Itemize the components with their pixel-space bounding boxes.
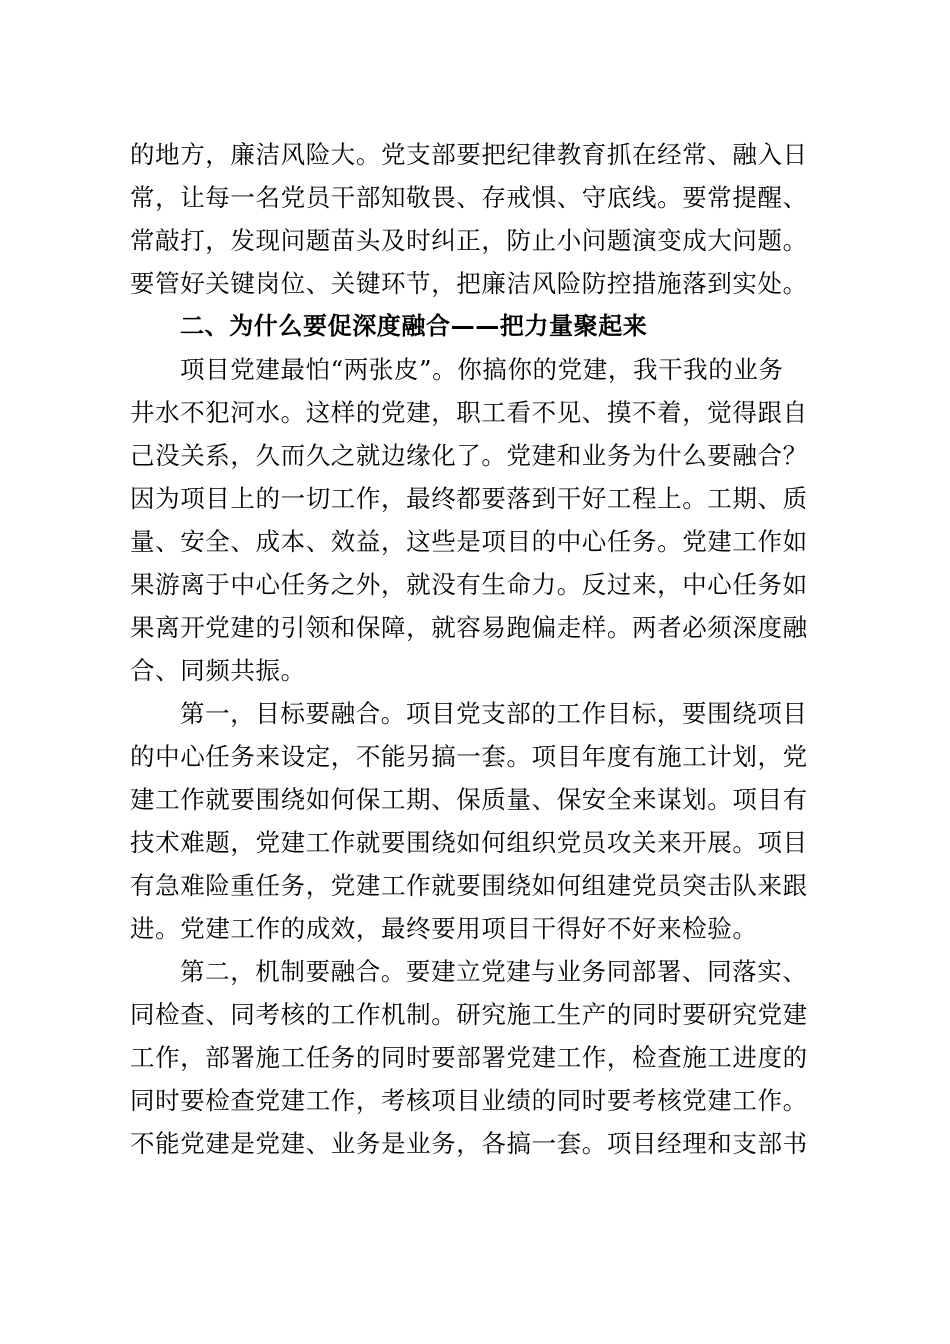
text-line: 合、同频共振。 xyxy=(130,656,306,685)
text-line: 井水不犯河水。这样的党建，职工看不见、摸不着，觉得跟自 xyxy=(130,398,808,427)
text-line: 有急难险重任务，党建工作就要围绕如何组建党员突击队来跟 xyxy=(130,871,808,900)
text-line: 常，让每一名党员干部知敬畏、存戒惧、守底线。要常提醒、 xyxy=(130,183,808,212)
text-line: 技术难题，党建工作就要围绕如何组织党员攻关来开展。项目 xyxy=(130,828,808,857)
section-heading: 二、为什么要促深度融合——把力量聚起来 xyxy=(180,312,648,340)
text-line: 工作，部署施工任务的同时要部署党建工作，检查施工进度的 xyxy=(130,1043,808,1072)
text-line: 的中心任务来设定，不能另搞一套。项目年度有施工计划，党 xyxy=(130,742,808,771)
text-line: 因为项目上的一切工作，最终都要落到干好工程上。工期、质 xyxy=(130,484,808,513)
text-line: 项目党建最怕“两张皮”。你搞你的党建，我干我的业务 xyxy=(180,355,784,384)
text-line: 不能党建是党建、业务是业务，各搞一套。项目经理和支部书 xyxy=(130,1129,808,1158)
text-line: 果游离于中心任务之外，就没有生命力。反过来，中心任务如 xyxy=(130,570,808,599)
text-line: 的地方，廉洁风险大。党支部要把纪律教育抓在经常、融入日 xyxy=(130,140,808,169)
document-page xyxy=(130,133,824,1165)
text-line: 己没关系，久而久之就边缘化了。党建和业务为什么要融合？ xyxy=(130,441,808,470)
text-line: 同时要检查党建工作，考核项目业绩的同时要考核党建工作。 xyxy=(130,1086,808,1115)
text-line: 常敲打，发现问题苗头及时纠正，防止小问题演变成大问题。 xyxy=(130,226,808,255)
text-line: 量、安全、成本、效益，这些是项目的中心任务。党建工作如 xyxy=(130,527,808,556)
text-line: 要管好关键岗位、关键环节，把廉洁风险防控措施落到实处。 xyxy=(130,269,808,298)
text-line: 进。党建工作的成效，最终要用项目干得好不好来检验。 xyxy=(130,914,758,943)
text-line: 建工作就要围绕如何保工期、保质量、保安全来谋划。项目有 xyxy=(130,785,808,814)
text-line: 果离开党建的引领和保障，就容易跑偏走样。两者必须深度融 xyxy=(130,613,808,642)
text-line: 同检查、同考核的工作机制。研究施工生产的同时要研究党建 xyxy=(130,1000,808,1029)
text-line: 第二，机制要融合。要建立党建与业务同部署、同落实、 xyxy=(180,957,808,986)
text-line: 第一，目标要融合。项目党支部的工作目标，要围绕项目 xyxy=(180,699,808,728)
